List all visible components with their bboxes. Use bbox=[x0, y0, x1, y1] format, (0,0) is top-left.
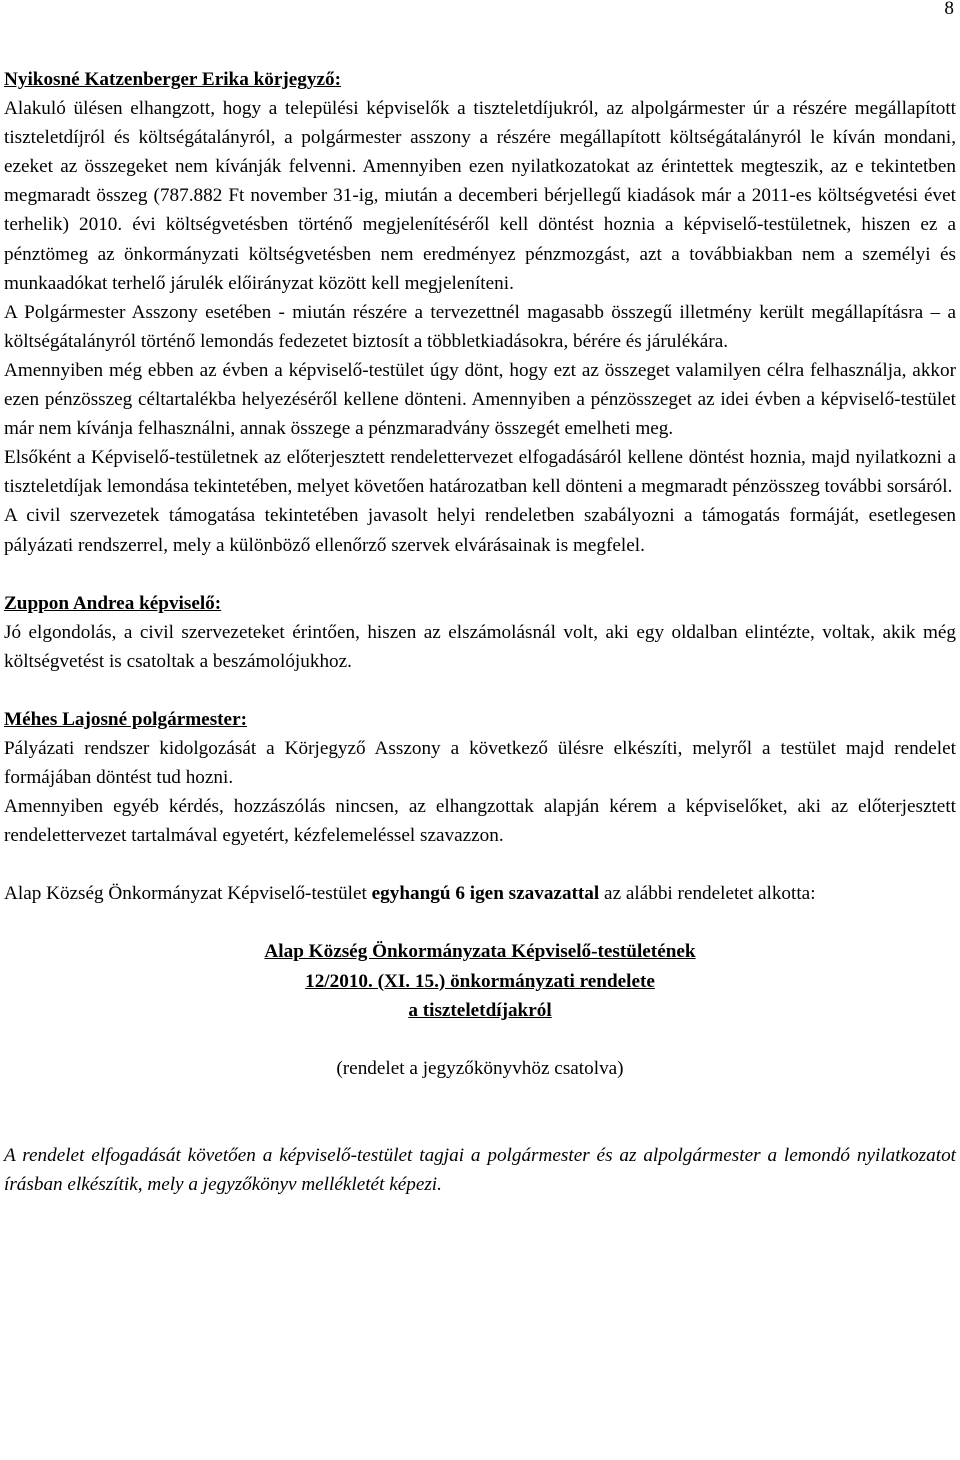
paragraph: Jó elgondolás, a civil szervezeteket érintően, hiszen az elszámolásnál volt, aki egy oldalban elintézte, voltak, akik még költségvetést is csatoltak a beszámolójukhoz. bbox=[4, 621, 956, 672]
paragraph: Amennyiben még ebben az évben a képviselő-testület úgy dönt, hogy ezt az összeget valamilyen célra felhasználja, akkor ezen pénzösszeg céltartalékba helyezéséről kellene dönteni. Amennyiben a pénzösszeget az idei évben a képviselő-testület már nem kívánja felhasználni, annak összege a pénzmaradvány összegét emelheti meg. bbox=[4, 359, 956, 440]
spacer bbox=[4, 1025, 956, 1054]
spacer bbox=[4, 676, 956, 705]
vote-text-after: az alábbi rendeletet alkotta: bbox=[599, 883, 816, 905]
decree-title-line-2: 12/2010. (XI. 15.) önkormányzati rendelete bbox=[305, 970, 655, 992]
spacer bbox=[4, 1112, 956, 1141]
document-body bbox=[4, 65, 956, 1199]
paragraph: A Polgármester Asszony esetében - miután részére a tervezettnél magasabb összegű illetmény került megállapításra – a költségátalányról történő lemondás fedezetet biztosít a többletkiadásokra, bérére és járulékára. bbox=[4, 301, 956, 352]
paragraph: Elsőként a Képviselő-testületnek az előterjesztett rendelettervezet elfogadásáról kellene döntést hoznia, majd nyilatkozni a tiszteletdíjak lemondása tekintetében, melyet követően határozatban kell dönteni a megmaradt pénzösszeg további sorsáról. bbox=[4, 447, 956, 498]
spacer bbox=[4, 560, 956, 589]
spacer bbox=[4, 850, 956, 879]
paragraph: Amennyiben egyéb kérdés, hozzászólás nincsen, az elhangzottak alapján kérem a képviselőket, aki az előterjesztett rendelettervezet tartalmával egyetért, kézfelemeléssel szavazzon. bbox=[4, 796, 956, 847]
decree-title-line-1: Alap Község Önkormányzata Képviselő-testületének bbox=[264, 941, 696, 963]
vote-result: egyhangú 6 igen szavazattal bbox=[371, 883, 600, 905]
speaker-heading-mayor: Méhes Lajosné polgármester: bbox=[4, 708, 247, 730]
paragraph: Pályázati rendszer kidolgozását a Körjegyző Asszony a következő ülésre elkészíti, melyről a testület majd rendelet formájában döntést tud hozni. bbox=[4, 737, 956, 789]
spacer bbox=[4, 908, 956, 937]
vote-statement bbox=[4, 879, 956, 908]
paragraph: Alakuló ülésen elhangzott, hogy a települési képviselők a tiszteletdíjukról, az alpolgármester úr a részére megállapított tiszteletdíjról és költségátalányról, a polgármester asszony a részére megállapított költségátalányról le kíván mondani, ezeket az összegeket nem kívánják felvenni. Amennyiben ezen nyilatkozatokat az érintettek megteszik, az e tekintetben megmaradt összeg (787.882 Ft november 31-ig, miután a decemberi bérjellegű kiadások már a 2011-es költségvetési évet terhelik) 2010. évi költségvetésben történő megjelenítéséről kell döntést hoznia a képviselő-testületnek, hiszen ez a pénztömeg az önkormányzati költségvetésben nem eredményez pénzmozgást, azt a továbbiakban nem a személyi és munkaadókat terhelő járulék előirányzat között kell megjeleníteni. bbox=[4, 98, 956, 294]
speaker-heading-notary: Nyikosné Katzenberger Erika körjegyző: bbox=[4, 69, 341, 90]
vote-text-before: Alap Község Önkormányzat Képviselő-testület bbox=[4, 883, 372, 905]
decree-note: (rendelet a jegyzőkönyvhöz csatolva) bbox=[336, 1057, 624, 1079]
paragraph: A civil szervezetek támogatása tekintetében javasolt helyi rendeletben szabályozni a támogatás formáját, esetlegesen pályázati rendszerrel, mely a különböző ellenőrző szervek elvárásainak is megfelel. bbox=[4, 505, 956, 556]
spacer bbox=[4, 1083, 956, 1112]
closing-statement: A rendelet elfogadását követően a képviselő-testület tagjai a polgármester és az alpolgármester a lemondó nyilatkozatot írásban elkészítik, mely a jegyzőkönyv mellékletét képezi. bbox=[4, 1144, 956, 1195]
speaker-heading-representative: Zuppon Andrea képviselő: bbox=[4, 592, 222, 614]
decree-title-line-3: a tiszteletdíjakról bbox=[408, 999, 552, 1021]
page-number: 8 bbox=[944, 0, 954, 19]
